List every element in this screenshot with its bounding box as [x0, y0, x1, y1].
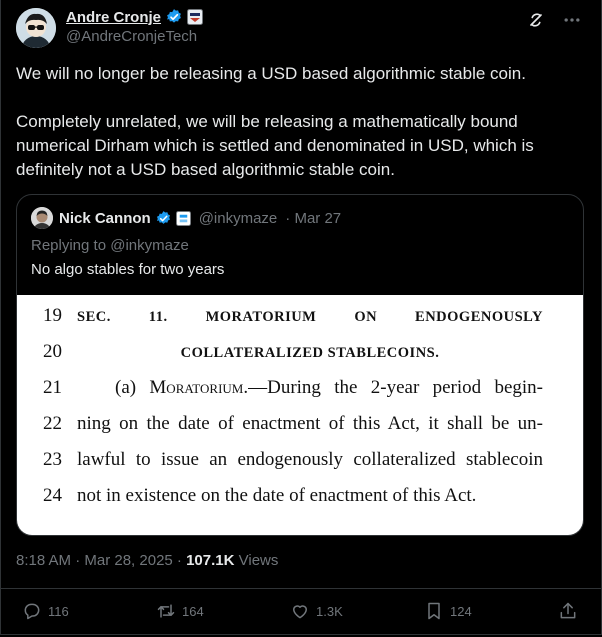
grok-icon[interactable]: [526, 10, 546, 30]
doc-word: ON: [354, 309, 378, 325]
reply-icon: [22, 601, 42, 621]
quoted-image-document[interactable]: [17, 295, 583, 535]
doc-line: [17, 449, 583, 479]
share-button[interactable]: [558, 601, 578, 621]
doc-line: [17, 377, 583, 407]
doc-line: [17, 305, 583, 335]
quoted-tweet[interactable]: [16, 194, 584, 536]
doc-word: MORATORIUM: [205, 309, 317, 325]
doc-line: [17, 341, 583, 371]
doc-text: lawful to issue an endogenously collateralized stablecoin: [77, 449, 543, 470]
repost-icon: [156, 601, 176, 621]
doc-word: ENDOGENOUSLY: [415, 309, 543, 325]
line-number: 23: [43, 449, 62, 470]
heart-icon: [290, 601, 310, 621]
share-icon: [558, 601, 578, 621]
bookmark-icon: [424, 601, 444, 621]
author-name[interactable]: Andre Cronje: [66, 8, 162, 26]
repost-button[interactable]: [156, 601, 204, 621]
quoted-author-avatar: [31, 207, 53, 229]
verified-badge-icon: [155, 210, 172, 227]
doc-text: (a) Moratorium.—During the 2-year period begin-: [115, 377, 543, 398]
like-button[interactable]: [290, 601, 343, 621]
like-count: 1.3K: [316, 603, 343, 619]
line-number: 20: [43, 341, 62, 362]
quoted-author-handle: @inkymaze: [198, 209, 278, 227]
tweet-paragraph: Completely unrelated, we will be releasing a mathematically bound numerical Dirham which is settled and denominated in USD, which is definitely not a USD based algorithmic stable coin.: [16, 112, 534, 179]
views-label: Views: [234, 552, 279, 569]
doc-text: ning on the date of enactment of this Act, it shall be un-: [77, 413, 543, 434]
doc-word: SEC.: [77, 309, 111, 325]
affiliate-badge-icon: [176, 211, 191, 226]
doc-line: [17, 413, 583, 443]
action-bar: [0, 588, 602, 637]
doc-text: not in existence on the date of enactment of this Act.: [77, 485, 477, 506]
quoted-author-name: Nick Cannon: [59, 209, 151, 227]
line-number: 24: [43, 485, 62, 506]
timestamp[interactable]: 8:18 AM · Mar 28, 2025 ·: [16, 552, 187, 569]
author-handle[interactable]: @AndreCronjeTech: [66, 28, 198, 45]
more-options-icon[interactable]: [562, 10, 582, 30]
reply-button[interactable]: [22, 601, 69, 621]
line-number: 21: [43, 377, 62, 398]
doc-word: 11.: [148, 309, 168, 325]
views-count: 107.1K: [186, 552, 235, 569]
repost-count: 164: [182, 603, 204, 619]
bookmark-button[interactable]: [424, 601, 472, 621]
doc-line: [17, 485, 583, 515]
replying-to: Replying to @inkymaze: [31, 237, 189, 254]
line-number: 19: [43, 305, 62, 326]
quoted-text: No algo stables for two years: [31, 261, 225, 278]
affiliate-badge-icon[interactable]: [187, 9, 203, 25]
reply-count: 116: [48, 603, 69, 619]
doc-text: COLLATERALIZED STABLECOINS.: [180, 345, 440, 361]
bookmark-count: 124: [450, 603, 472, 619]
line-number: 22: [43, 413, 62, 434]
tweet-paragraph: We will no longer be releasing a USD based algorithmic stable coin.: [16, 64, 526, 83]
verified-badge-icon: [165, 8, 183, 26]
tweet-meta: [16, 552, 278, 569]
quoted-date: · Mar 27: [285, 209, 342, 227]
author-avatar[interactable]: [16, 8, 56, 48]
tweet-text: [16, 62, 581, 182]
